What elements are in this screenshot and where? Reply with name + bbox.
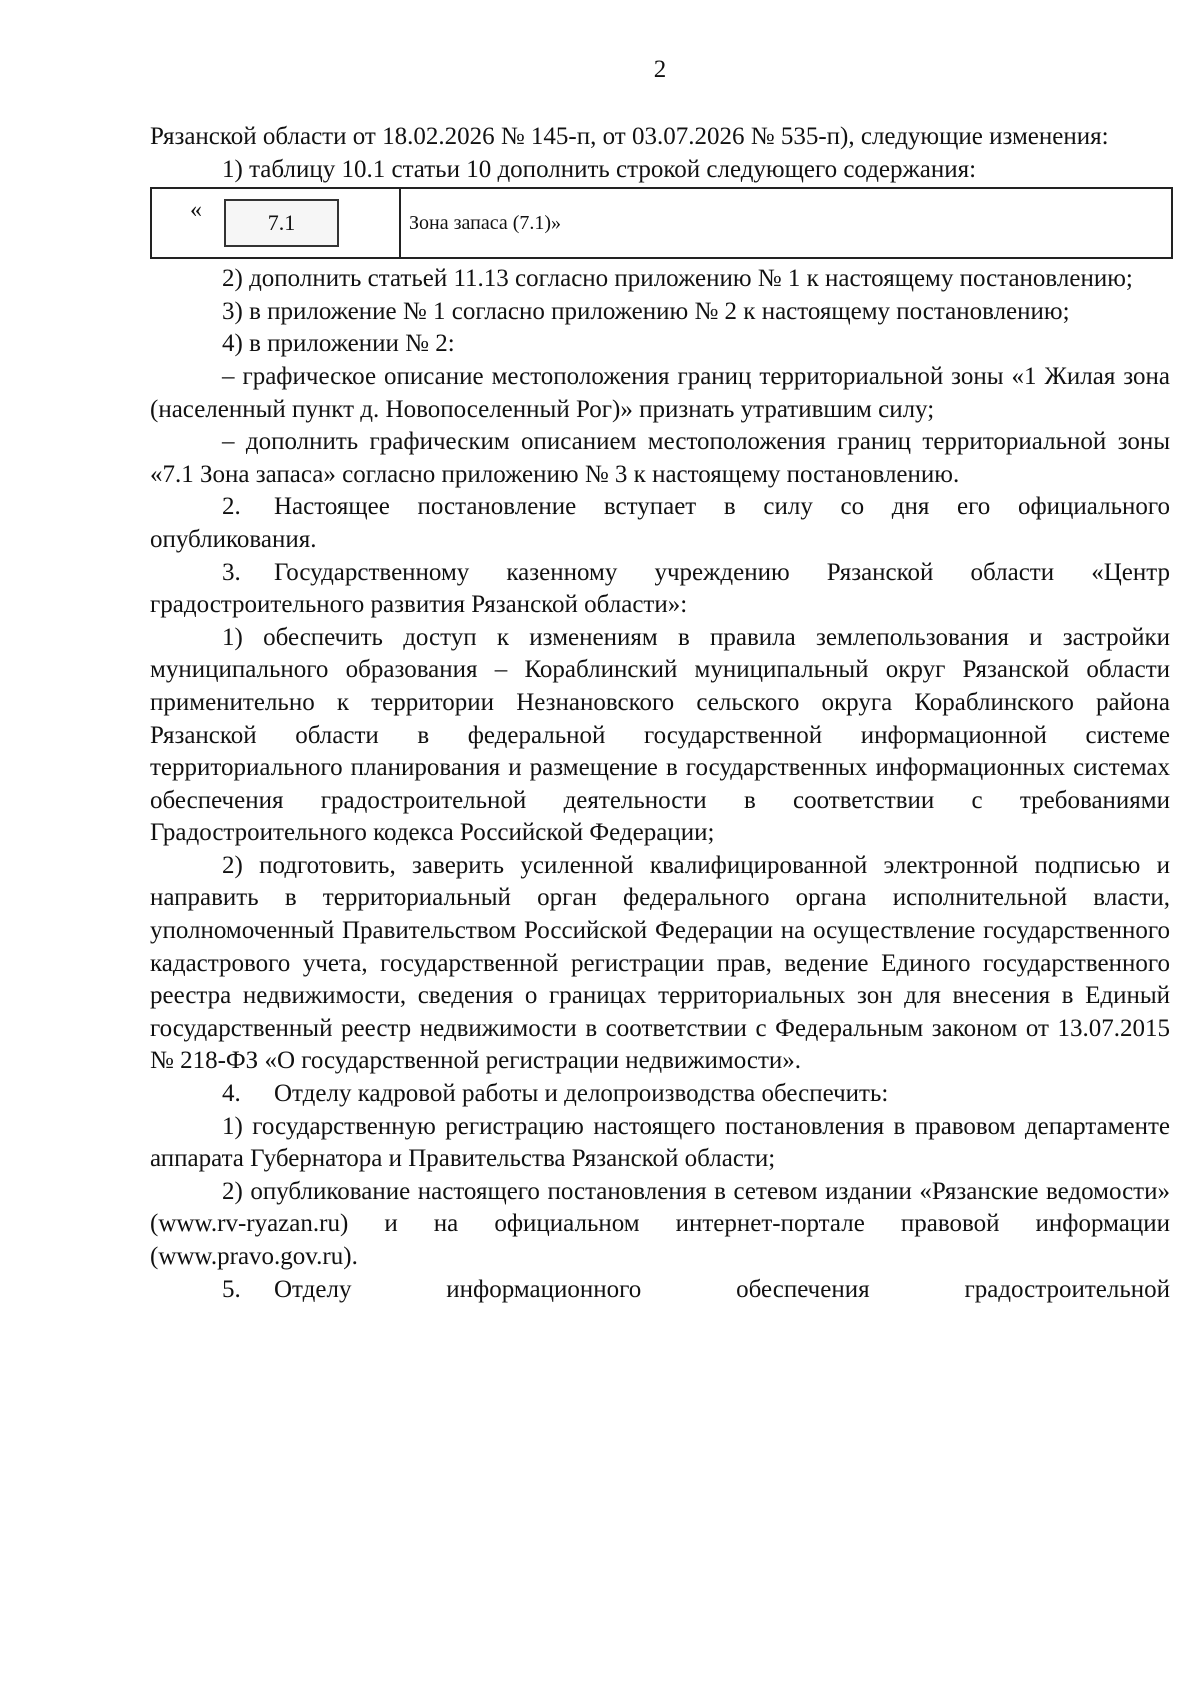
paragraph-text: Государственному казенному учреждению Рязанской области «Центр градостроительного развития Рязанской области»: <box>150 558 1170 619</box>
paragraph-number: 2. <box>222 493 241 521</box>
zone-code-cell <box>152 189 401 257</box>
paragraph <box>150 557 1170 622</box>
page-number: 2 <box>653 56 667 83</box>
paragraph-table-intro: 1) таблицу 10.1 статьи 10 дополнить строкой следующего содержания: <box>222 155 977 183</box>
opening-quote: « <box>190 197 202 224</box>
paragraph-text: Отделу кадровой работы и делопроизводства обеспечить: <box>274 1080 889 1108</box>
paragraph: 1) обеспечить доступ к изменениям в правила землепользования и застройки муниципального образования – Кораблинский муниципальный округ Рязанской области применительно к территории Незнановского сельского округа Кораблинского района Рязанской области в федеральной государственной информационной системе территориального планирования и размещение в государственных информационных системах обеспечения градостроительной деятельности в соответствии с требованиями Градостроительного кодекса Российской Федерации; <box>150 623 1170 847</box>
zone-code: 7.1 <box>224 199 339 247</box>
paragraph-number: 3. <box>222 558 241 586</box>
paragraph: 4) в приложении № 2: <box>222 330 455 358</box>
body-paragraphs <box>150 263 1170 1306</box>
paragraph-text: Настоящее постановление вступает в силу со дня его официального опубликования. <box>150 493 1170 553</box>
paragraph-continuation: Рязанской области от 18.02.2026 № 145-п, от 03.07.2026 № 535-п), следующие изменения: <box>150 123 1109 150</box>
paragraph-number: 4. <box>222 1080 241 1108</box>
paragraph-number: 5. <box>222 1275 241 1303</box>
paragraph: 3) в приложение № 1 согласно приложению № 2 к настоящему постановлению; <box>222 297 1070 325</box>
paragraph: 1) государственную регистрацию настоящего постановления в правовом департаменте аппарата Губернатора и Правительства Рязанской области; <box>150 1112 1170 1173</box>
paragraph: – дополнить графическим описанием местоположения границ территориальной зоны «7.1 Зона запаса» согласно приложению № 3 к настоящему постановлению. <box>150 428 1170 488</box>
paragraph-text: Отделу информационного обеспечения градостроительной <box>274 1275 1170 1303</box>
paragraph <box>150 1274 1170 1307</box>
paragraph: 2) дополнить статьей 11.13 согласно приложению № 1 к настоящему постановлению; <box>222 265 1133 293</box>
zone-name-cell: Зона запаса (7.1)» <box>409 211 562 234</box>
zone-table-row <box>150 187 1173 259</box>
paragraph <box>150 491 1170 556</box>
paragraph: – графическое описание местоположения границ территориальной зоны «1 Жилая зона (населенный пункт д. Новопоселенный Рог)» признать утратившим силу; <box>150 362 1170 423</box>
paragraph: 2) опубликование настоящего постановления в сетевом издании «Рязанские ведомости» (www.rv-ryazan.ru) и на официальном интернет-портале правовой информации (www.pravo.gov.ru). <box>150 1177 1170 1270</box>
paragraph <box>150 1078 1170 1111</box>
document-page <box>150 55 1170 1306</box>
paragraph: 2) подготовить, заверить усиленной квалифицированной электронной подписью и направить в территориальный орган федерального органа исполнительной власти, уполномоченный Правительством Российской Федерации на осуществление государственного кадастрового учета, государственной регистрации прав, ведение Единого государственного реестра недвижимости, сведения о границах территориальных зон для внесения в Единый государственный реестр недвижимости в соответствии с Федеральным законом от 13.07.2015 № 218-ФЗ «О государственной регистрации недвижимости». <box>150 851 1170 1075</box>
